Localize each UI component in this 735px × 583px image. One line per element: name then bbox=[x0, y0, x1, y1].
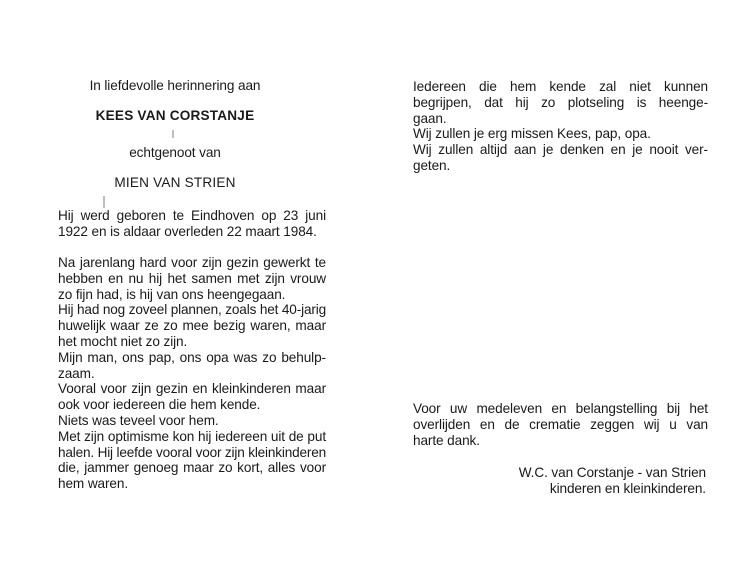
text-line: harte dank. bbox=[413, 432, 480, 448]
signature-block bbox=[440, 465, 706, 497]
text-line: Na jarenlang hard voor zijn gezin gewerkt te bbox=[58, 255, 326, 270]
spouse-label: echtgenoot van bbox=[129, 145, 221, 160]
print-mark bbox=[172, 130, 174, 138]
text-line: begrijpen, dat hij zo plotseling is heenge- bbox=[413, 94, 708, 110]
text-line: Voor uw medeleven en belangstelling bij het bbox=[413, 401, 708, 416]
text-line: overlijden en de crematie zeggen wij u van bbox=[413, 416, 708, 432]
deceased-name: KEES VAN CORSTANJE bbox=[95, 108, 255, 123]
print-mark bbox=[103, 196, 105, 208]
text-line: geten. bbox=[413, 157, 451, 173]
text-line: die, jammer genoeg maar zo kort, alles voor bbox=[58, 460, 326, 476]
text-line: 1922 en is aldaar overleden 22 maart 1984. bbox=[58, 223, 317, 239]
text-line: ook voor iedereen die hem kende. bbox=[58, 397, 261, 413]
text-line: Hij had nog zoveel plannen, zoals het 40-jarig bbox=[58, 302, 326, 318]
text-line: Met zijn optimisme kon hij iedereen uit de put bbox=[58, 428, 326, 444]
text-line: Hij werd geboren te Eindhoven op 23 juni bbox=[58, 208, 326, 223]
text-line: Wij zullen je erg missen Kees, pap, opa. bbox=[413, 126, 651, 142]
text-line: huwelijk waar ze zo mee bezig waren, maar bbox=[58, 318, 326, 334]
text-line: Vooral voor zijn gezin en kleinkinderen maar bbox=[58, 381, 326, 397]
text-line: hem waren. bbox=[58, 476, 129, 492]
text-line: zo fijn had, is hij van ons heengegaan. bbox=[58, 286, 286, 302]
thanks-paragraph bbox=[413, 401, 708, 448]
text-line: hebben en nu hij het samen met zijn vrouw bbox=[58, 270, 326, 286]
intro-text: In liefdevolle herinnering aan bbox=[89, 78, 261, 93]
text-line: Niets was teveel voor hem. bbox=[58, 412, 219, 428]
text-line: gaan. bbox=[413, 110, 447, 126]
signature-line: kinderen en kleinkinderen. bbox=[549, 480, 706, 496]
birth-paragraph bbox=[58, 208, 326, 240]
text-line: Iedereen die hem kende zal niet kunnen bbox=[413, 79, 708, 94]
farewell-paragraph bbox=[413, 79, 708, 174]
spouse-name: MIEN VAN STRIEN bbox=[114, 175, 236, 190]
text-line: Mijn man, ons pap, ons opa was zo behulp- bbox=[58, 349, 326, 365]
text-line: halen. Hij leefde vooral voor zijn kleinkinderen bbox=[58, 444, 326, 460]
life-paragraph bbox=[58, 255, 326, 492]
text-line: het mocht niet zo zijn. bbox=[58, 333, 188, 349]
text-line: zaam. bbox=[58, 365, 95, 381]
signature-line: W.C. van Corstanje - van Strien bbox=[518, 465, 706, 480]
text-line: Wij zullen altijd aan je denken en je nooit ver- bbox=[413, 142, 708, 158]
